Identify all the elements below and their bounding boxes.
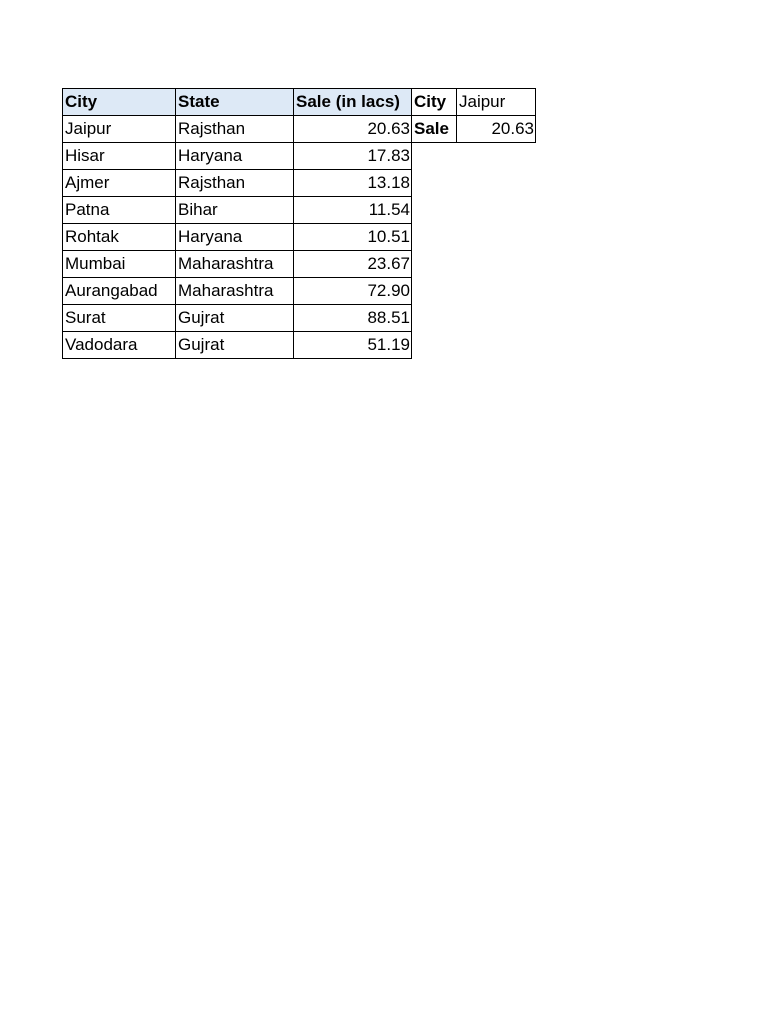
cell-city[interactable]: Ajmer	[63, 170, 176, 197]
cell-sale[interactable]: 10.51	[294, 224, 412, 251]
cell-state[interactable]: Gujrat	[176, 305, 294, 332]
header-cell-state[interactable]: State	[176, 89, 294, 116]
lookup-row-sale	[412, 116, 536, 143]
cell-state[interactable]: Maharashtra	[176, 278, 294, 305]
cell-state[interactable]: Rajsthan	[176, 170, 294, 197]
cell-city[interactable]: Rohtak	[63, 224, 176, 251]
cell-sale[interactable]: 23.67	[294, 251, 412, 278]
header-cell-sale[interactable]: Sale (in lacs)	[294, 89, 412, 116]
lookup-city-label[interactable]: City	[412, 89, 457, 116]
cell-city[interactable]: Jaipur	[63, 116, 176, 143]
lookup-city-value[interactable]: Jaipur	[457, 89, 536, 116]
table-row	[63, 197, 412, 224]
cell-sale[interactable]: 13.18	[294, 170, 412, 197]
cell-city[interactable]: Hisar	[63, 143, 176, 170]
table-row	[63, 170, 412, 197]
table-row	[63, 332, 412, 359]
cell-city[interactable]: Surat	[63, 305, 176, 332]
cell-sale[interactable]: 51.19	[294, 332, 412, 359]
cell-state[interactable]: Bihar	[176, 197, 294, 224]
table-row	[63, 116, 412, 143]
table-row	[63, 278, 412, 305]
table-row	[63, 251, 412, 278]
cell-sale[interactable]: 11.54	[294, 197, 412, 224]
cell-state[interactable]: Gujrat	[176, 332, 294, 359]
lookup-table	[411, 88, 536, 143]
cell-sale[interactable]: 20.63	[294, 116, 412, 143]
cell-state[interactable]: Haryana	[176, 143, 294, 170]
cell-city[interactable]: Aurangabad	[63, 278, 176, 305]
cell-state[interactable]: Maharashtra	[176, 251, 294, 278]
cell-sale[interactable]: 88.51	[294, 305, 412, 332]
table-row	[63, 224, 412, 251]
cell-city[interactable]: Mumbai	[63, 251, 176, 278]
table-row	[63, 305, 412, 332]
cell-city[interactable]: Patna	[63, 197, 176, 224]
sales-table	[62, 88, 412, 359]
lookup-row-city	[412, 89, 536, 116]
header-row	[63, 89, 412, 116]
cell-sale[interactable]: 72.90	[294, 278, 412, 305]
cell-city[interactable]: Vadodara	[63, 332, 176, 359]
cell-sale[interactable]: 17.83	[294, 143, 412, 170]
cell-state[interactable]: Rajsthan	[176, 116, 294, 143]
table-row	[63, 143, 412, 170]
lookup-sale-value[interactable]: 20.63	[457, 116, 536, 143]
lookup-sale-label[interactable]: Sale	[412, 116, 457, 143]
cell-state[interactable]: Haryana	[176, 224, 294, 251]
header-cell-city[interactable]: City	[63, 89, 176, 116]
